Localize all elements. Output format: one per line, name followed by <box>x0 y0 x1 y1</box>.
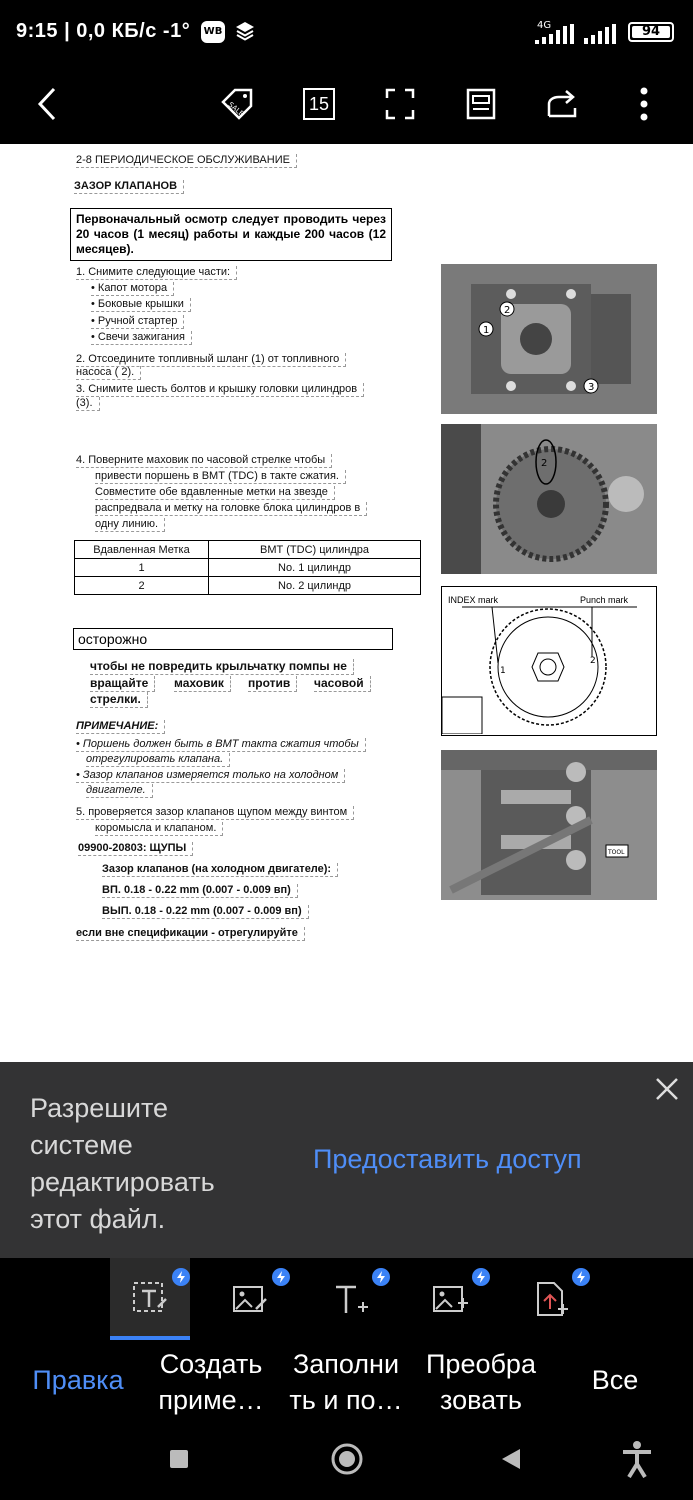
step1-item: • Боковые крышки <box>91 298 191 312</box>
step-3-line1: 3. Снимите шесть болтов и крышку головки цилиндров <box>76 383 364 397</box>
all-tools-button[interactable] <box>510 1258 590 1340</box>
adjust-note: если вне спецификации - отрегулируйте <box>76 927 305 941</box>
tool-label: 09900-20803: ЩУПЫ <box>78 842 193 856</box>
convert-tool-button[interactable] <box>410 1258 490 1340</box>
bottom-tools <box>0 1258 693 1340</box>
step1-item: • Капот мотора <box>91 282 174 296</box>
spec-title: Зазор клапанов (на холодном двигателе): <box>102 863 338 877</box>
ai-badge-icon <box>272 1268 290 1286</box>
more-vertical-icon <box>639 86 649 122</box>
tab-create[interactable]: Создать приме… <box>158 1349 264 1415</box>
ai-badge-icon <box>172 1268 190 1286</box>
intro-box: Первоначальный осмотр следует проводить через 20 часов (1 месяц) работы и каждые 200 часов (12 месяцев). <box>70 208 392 261</box>
table-header: Вдавленная Метка <box>75 541 209 559</box>
step-4-line1: 4. Поверните маховик по часовой стрелке чтобы <box>76 454 332 468</box>
step1-item: • Ручной стартер <box>91 315 184 329</box>
status-time: 9:15 | 0,0 КБ/с -1° <box>16 20 191 42</box>
page-header: 2-8 ПЕРИОДИЧЕСКОЕ ОБСЛУЖИВАНИЕ <box>76 154 297 168</box>
add-text-icon <box>330 1279 370 1319</box>
layers-icon <box>234 20 256 42</box>
fill-tool-button[interactable] <box>310 1258 390 1340</box>
diagram-number: 1 <box>500 666 506 676</box>
step-5-line2: коромысла и клапаном. <box>95 822 223 836</box>
reading-mode-button[interactable] <box>455 78 507 130</box>
diagram-number: 2 <box>590 656 596 666</box>
ai-badge-icon <box>572 1268 590 1286</box>
fullscreen-icon <box>385 88 415 120</box>
pdf-convert-icon <box>530 1279 570 1319</box>
table-header-row <box>75 541 421 559</box>
table-cell: No. 1 цилиндр <box>209 559 421 577</box>
network-type: 4G <box>537 20 552 31</box>
tab-all[interactable]: Все <box>591 1365 639 1395</box>
step-4-line5: одну линию. <box>95 518 165 532</box>
tab-fill-sign[interactable]: Заполни ть и по… <box>289 1349 403 1415</box>
caution-word: маховик <box>174 676 231 692</box>
photo-label: 2 <box>541 458 548 469</box>
index-mark-label: INDEX mark <box>448 595 499 605</box>
section-title: ЗАЗОР КЛАПАНОВ <box>74 180 184 194</box>
tool-labels <box>0 1340 693 1428</box>
image-edit-icon <box>230 1279 270 1319</box>
ai-badge-icon <box>372 1268 390 1286</box>
step-2-line1: 2. Отсоедините топливный шланг (1) от топливного <box>76 353 346 367</box>
photo-label: TOOL <box>608 849 625 856</box>
step-3-line2: (3). <box>76 397 100 411</box>
permission-message: Разрешите системе редактировать этот файл. <box>30 1093 215 1234</box>
recent-apps-icon[interactable] <box>168 1448 190 1470</box>
back-nav-icon[interactable] <box>498 1446 524 1472</box>
table-row <box>75 577 421 595</box>
caution-line1: чтобы не повредить крыльчатку помпы не <box>90 659 354 675</box>
system-nav-bar <box>0 1428 693 1500</box>
ai-badge-icon <box>472 1268 490 1286</box>
document-page[interactable] <box>0 144 693 1062</box>
status-bar <box>0 0 693 66</box>
page-count: 15 <box>303 88 335 120</box>
punch-mark-label: Punch mark <box>580 595 629 605</box>
step-1: 1. Снимите следующие части: <box>76 266 237 280</box>
engine-photo-1 <box>441 264 657 414</box>
edit-tool-button[interactable] <box>110 1258 190 1340</box>
document-view-icon <box>466 88 496 120</box>
tdc-table <box>74 540 421 595</box>
engine-photo-3 <box>441 750 657 900</box>
sale-tag-icon <box>217 84 257 124</box>
tab-edit[interactable]: Правка <box>32 1365 124 1395</box>
note1-line1: • Поршень должен быть в ВМТ такта сжатия чтобы <box>76 738 366 752</box>
step-4-line4: распредвала и метку на головке блока цилиндров в <box>95 502 367 516</box>
share-icon <box>545 88 581 120</box>
chevron-left-icon <box>33 86 63 122</box>
table-cell: 1 <box>75 559 209 577</box>
tab-convert[interactable]: Преобра зовать <box>426 1349 536 1415</box>
caution-word: часовой <box>314 676 371 692</box>
home-icon[interactable] <box>330 1442 364 1476</box>
battery-icon <box>628 22 674 42</box>
accessibility-icon[interactable] <box>620 1440 654 1478</box>
grant-access-button[interactable]: Предоставить доступ <box>313 1144 582 1174</box>
signal-icon <box>535 24 579 44</box>
step1-item: • Свечи зажигания <box>91 331 192 345</box>
svg-text:SALE: SALE <box>226 100 246 119</box>
note2-line1: • Зазор клапанов измеряется только на холодном <box>76 769 345 783</box>
caution-line3: стрелки. <box>90 692 148 708</box>
step-4-line2: привести поршень в ВМТ (TDC) в такте сжатия. <box>95 470 346 484</box>
table-cell: 2 <box>75 577 209 595</box>
caution-word: вращайте <box>90 676 155 692</box>
note-title: ПРИМЕЧАНИЕ: <box>76 720 165 734</box>
table-header: ВМТ (TDC) цилиндра <box>209 541 421 559</box>
note1-line2: отрегулировать клапана. <box>86 753 230 767</box>
engine-photo-2 <box>441 424 657 574</box>
page-count-button[interactable] <box>293 78 345 130</box>
step-5-line1: 5. проверяется зазор клапанов щупом между винтом <box>76 806 354 820</box>
caution-word: против <box>248 676 297 692</box>
add-image-icon <box>430 1279 470 1319</box>
close-icon[interactable] <box>652 1074 682 1104</box>
timing-diagram <box>441 586 657 736</box>
signal-icon-2 <box>584 24 620 44</box>
back-button[interactable] <box>22 78 74 130</box>
battery-level: 94 <box>641 24 661 39</box>
table-row <box>75 559 421 577</box>
photo-label: 3 <box>588 382 595 393</box>
step-2-line2: насоса ( 2). <box>76 366 141 380</box>
edit-text-icon <box>130 1277 170 1317</box>
share-button[interactable] <box>537 78 589 130</box>
caution-title: осторожно <box>73 628 393 650</box>
note2-line2: двигателе. <box>86 784 153 798</box>
more-options-button[interactable] <box>618 78 670 130</box>
photo-label: 1 <box>483 325 490 336</box>
table-cell: No. 2 цилиндр <box>209 577 421 595</box>
spec-exhaust: ВЫП. 0.18 - 0.22 mm (0.007 - 0.009 вп) <box>102 905 309 919</box>
wb-app-icon: WB <box>201 21 225 43</box>
step-4-line3: Совместите обе вдавленные метки на звезде <box>95 486 335 500</box>
top-toolbar <box>0 66 693 144</box>
sale-button[interactable] <box>211 78 263 130</box>
create-tool-button[interactable] <box>210 1258 290 1340</box>
photo-label: 2 <box>504 305 511 316</box>
permission-banner <box>0 1062 693 1258</box>
spec-intake: ВП. 0.18 - 0.22 mm (0.007 - 0.009 вп) <box>102 884 298 898</box>
fullscreen-button[interactable] <box>374 78 426 130</box>
